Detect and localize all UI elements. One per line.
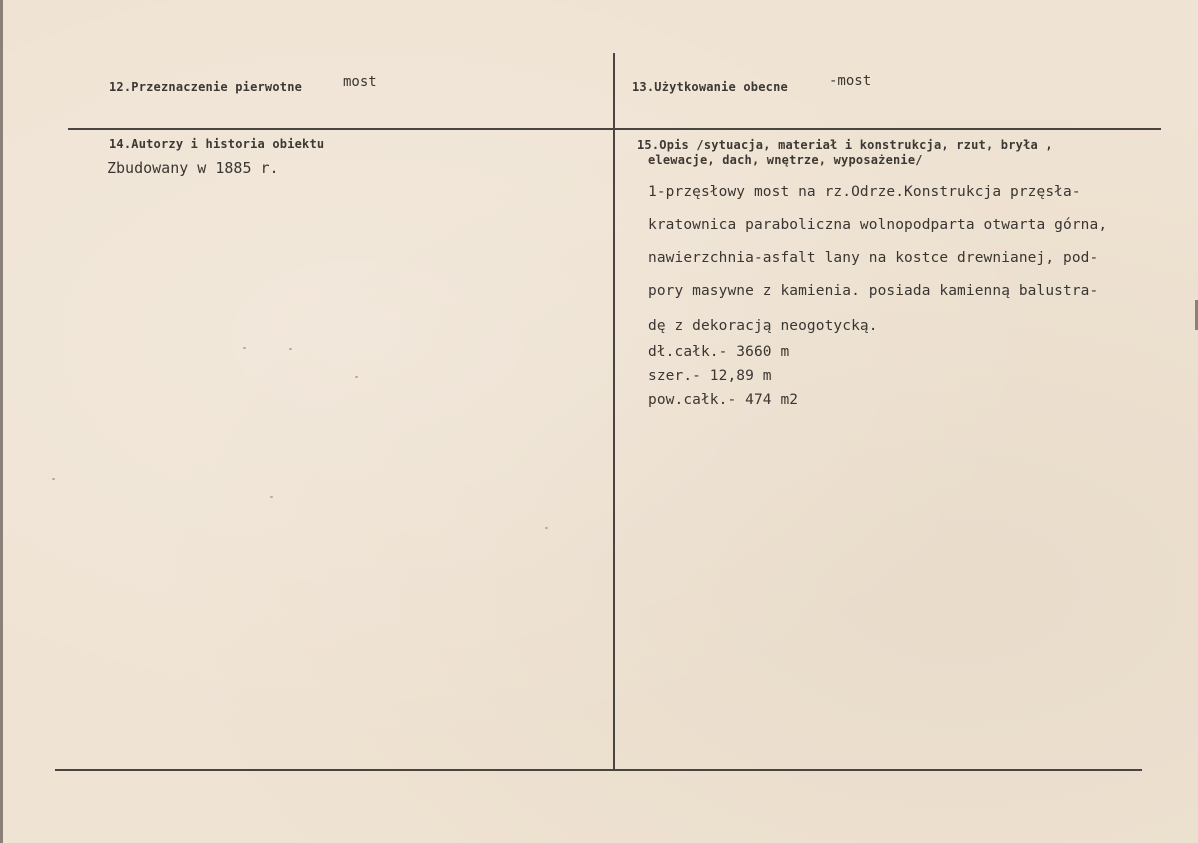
description-line: nawierzchnia-asfalt lany na kostce drewnianej, pod-: [648, 250, 1099, 266]
field-13-value: -most: [829, 73, 872, 89]
vertical-rule: [613, 53, 615, 771]
horizontal-rule-bottom: [55, 769, 1142, 771]
field-13-label: 13.Użytkowanie obecne: [632, 80, 788, 94]
field-14-label: 14.Autorzy i historia obiektu: [109, 137, 325, 151]
measurement-area: pow.całk.- 474 m2: [648, 392, 799, 408]
paper-speck: [243, 347, 246, 349]
paper-speck: [270, 496, 273, 498]
card-left-edge: [0, 0, 3, 843]
paper-speck: [545, 527, 548, 529]
field-15-label-line1: 15.Opis /sytuacja, materiał i konstrukcja, rzut, bryła ,: [637, 138, 1053, 152]
measurement-length: dł.całk.- 3660 m: [648, 344, 790, 360]
measurement-width: szer.- 12,89 m: [648, 368, 772, 384]
field-15-label-line2: elewacje, dach, wnętrze, wyposażenie/: [648, 153, 923, 167]
paper-speck: [289, 348, 292, 350]
field-12-label: 12.Przeznaczenie pierwotne: [109, 80, 303, 94]
field-12-value: most: [343, 74, 377, 90]
paper-speck: [52, 478, 55, 480]
field-14-value: Zbudowany w 1885 r.: [107, 159, 279, 177]
description-line: pory masywne z kamienia. posiada kamienną balustra-: [648, 283, 1099, 299]
description-line: 1-przęsłowy most na rz.Odrze.Konstrukcja przęsła-: [648, 184, 1081, 200]
description-line: kratownica paraboliczna wolnopodparta otwarta górna,: [648, 217, 1108, 233]
paper-speck: [355, 376, 358, 378]
description-line: dę z dekoracją neogotycką.: [648, 318, 878, 334]
